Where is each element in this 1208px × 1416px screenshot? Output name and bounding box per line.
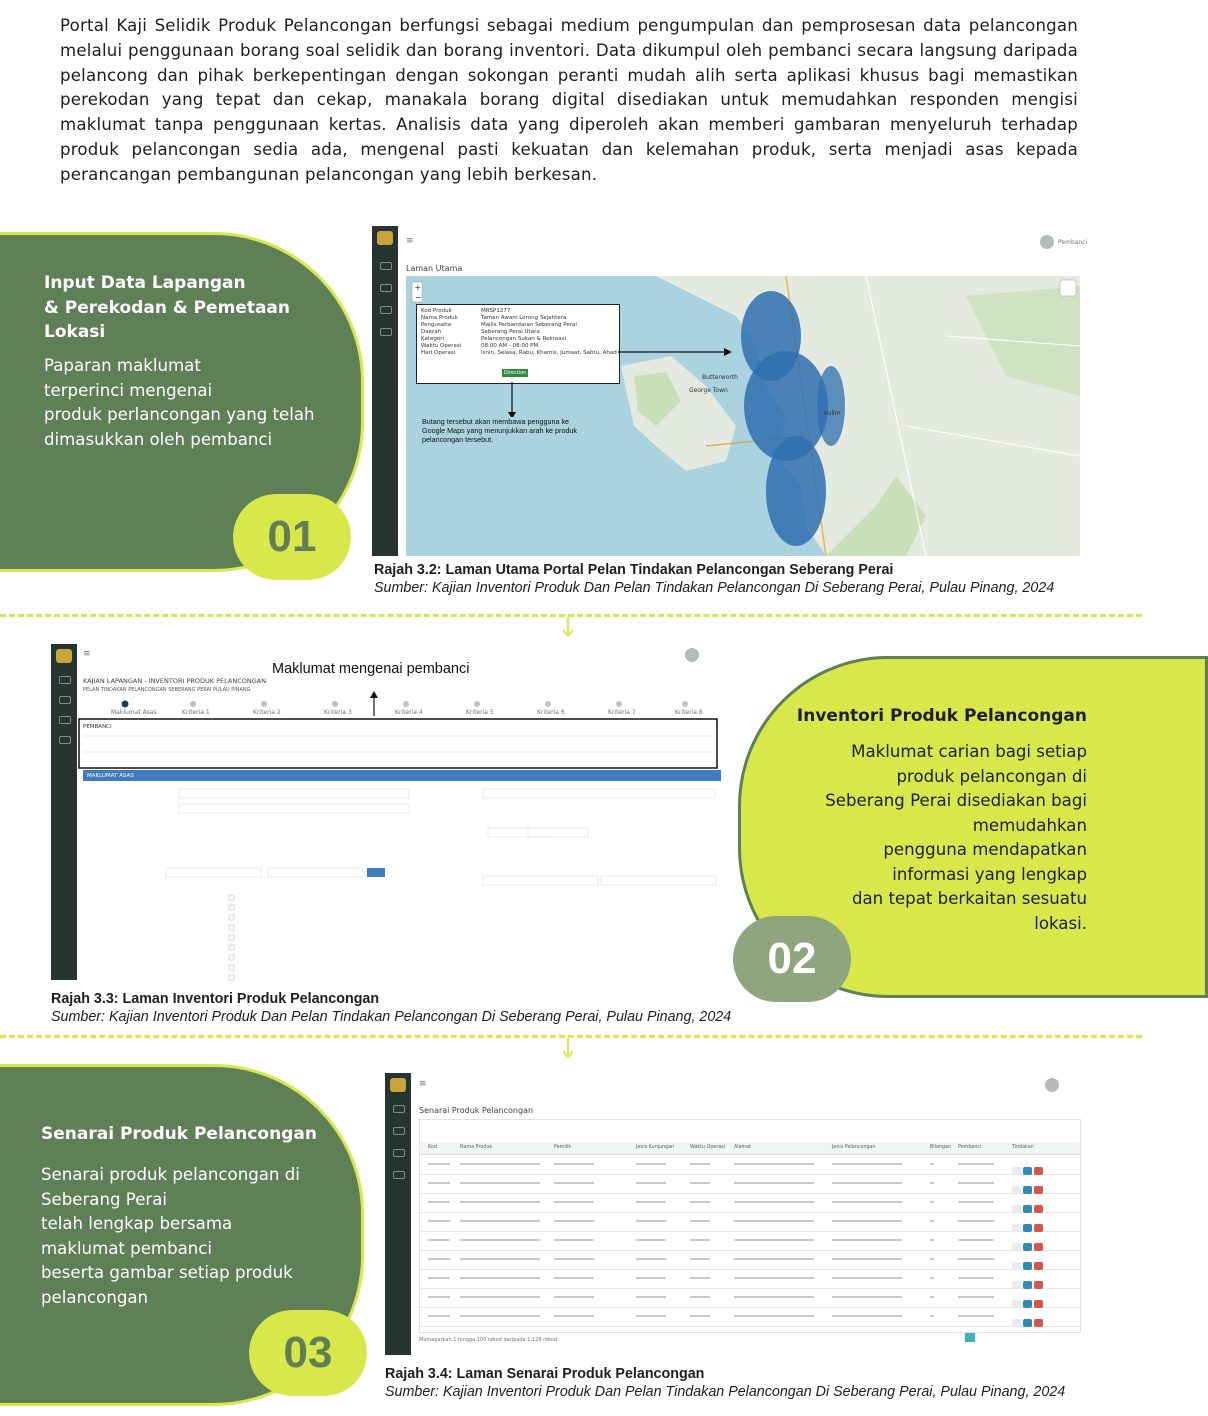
cell-placeholder xyxy=(690,1258,710,1260)
cell-placeholder xyxy=(930,1315,934,1317)
map-label-kulim: Kulim xyxy=(824,410,841,417)
delete-icon[interactable] xyxy=(1034,1319,1043,1327)
section-02-text-line: pengguna mendapatkan xyxy=(883,840,1087,859)
category-checkbox[interactable] xyxy=(229,945,234,950)
step-dot xyxy=(545,701,551,707)
row-actions xyxy=(1012,1179,1045,1188)
cell-placeholder xyxy=(636,1239,666,1241)
caption-title: Rajah 3.3: Laman Inventori Produk Pelancongan xyxy=(51,991,380,1007)
cell-placeholder xyxy=(832,1163,902,1165)
section-03-text-line: Senarai produk pelancongan di xyxy=(41,1165,300,1184)
cell-placeholder xyxy=(958,1220,994,1222)
cell-placeholder xyxy=(460,1296,540,1298)
cell-placeholder xyxy=(958,1296,994,1298)
section-01-text-line: Paparan maklumat xyxy=(44,356,201,375)
popup-value: Taman Awam Lorong Sejahtera xyxy=(481,315,567,321)
cell-placeholder xyxy=(428,1220,450,1222)
cell-placeholder xyxy=(930,1296,934,1298)
cell-placeholder xyxy=(690,1182,710,1184)
cell-placeholder xyxy=(930,1220,934,1222)
page-title: Laman Utama xyxy=(406,264,463,273)
cell-placeholder xyxy=(832,1315,902,1317)
cell-placeholder xyxy=(636,1258,666,1260)
section-02-text xyxy=(825,740,1087,936)
category-checkbox[interactable] xyxy=(229,965,234,970)
form-input[interactable] xyxy=(483,876,598,885)
step-name: Kriteria 1 xyxy=(182,709,210,716)
cell-placeholder xyxy=(832,1201,902,1203)
menu-icon: ≡ xyxy=(419,1079,427,1089)
cell-placeholder xyxy=(734,1296,814,1298)
cell-placeholder xyxy=(690,1277,710,1279)
cell-placeholder xyxy=(554,1258,594,1260)
pembanci-label: PEMBANCI xyxy=(83,724,112,730)
cell-placeholder xyxy=(734,1315,814,1317)
table-row[interactable] xyxy=(420,1231,1080,1251)
cell-placeholder xyxy=(460,1315,540,1317)
cell-placeholder xyxy=(734,1277,814,1279)
form-title: KAJIAN LAPANGAN - INVENTORI PRODUK PELANCONGAN xyxy=(83,677,267,685)
step-dot xyxy=(261,701,267,707)
table-footer: Memaparkan 1 hingga 100 rekod daripada 1,126 rekod xyxy=(419,1337,558,1343)
row-actions xyxy=(1012,1236,1045,1245)
row-actions xyxy=(1012,1255,1045,1264)
table-row[interactable] xyxy=(420,1193,1080,1213)
section-02-text-line: Maklumat carian bagi setiap xyxy=(851,742,1087,761)
popup-value: Seberang Perai Utara xyxy=(481,329,540,335)
popup-value: MRSP1277 xyxy=(481,308,511,314)
section-02-number-badge: 02 xyxy=(733,916,851,1002)
row-actions xyxy=(1012,1274,1045,1283)
cell-placeholder xyxy=(930,1163,934,1165)
category-checkbox[interactable] xyxy=(229,915,234,920)
popup-label: Hari Operasi xyxy=(421,350,456,356)
table-row[interactable] xyxy=(420,1250,1080,1270)
category-checkboxes[interactable] xyxy=(229,895,234,980)
column-header[interactable]: Pemilik xyxy=(554,1145,572,1150)
arrow-head xyxy=(724,348,732,356)
cell-placeholder xyxy=(428,1277,450,1279)
category-checkbox[interactable] xyxy=(229,895,234,900)
cell-placeholder xyxy=(832,1182,902,1184)
menu-icon: ≡ xyxy=(83,649,91,659)
cell-placeholder xyxy=(554,1201,594,1203)
cell-placeholder xyxy=(554,1296,594,1298)
cell-placeholder xyxy=(832,1239,902,1241)
cell-placeholder xyxy=(428,1296,450,1298)
cell-placeholder xyxy=(832,1258,902,1260)
table-row[interactable] xyxy=(420,1269,1080,1289)
direction-callout xyxy=(422,417,622,453)
inventory-form-screenshot xyxy=(51,644,723,980)
cell-placeholder xyxy=(460,1163,540,1165)
row-actions xyxy=(1012,1293,1045,1302)
map-screenshot xyxy=(372,226,1088,556)
edit-icon[interactable] xyxy=(1012,1319,1021,1327)
user-name: Pembanci xyxy=(1058,239,1088,246)
popup-label: Waktu Operasi xyxy=(421,343,462,349)
avatar xyxy=(1045,1078,1059,1092)
product-list-screenshot xyxy=(385,1073,1091,1355)
figure-caption-3-3 xyxy=(51,990,731,1026)
cell-placeholder xyxy=(930,1277,934,1279)
callout-arrows xyxy=(372,226,1084,556)
caption-title: Rajah 3.4: Laman Senarai Produk Pelancongan xyxy=(385,1366,705,1382)
list-icon xyxy=(393,1149,405,1157)
step-dot xyxy=(474,701,480,707)
cell-placeholder xyxy=(930,1258,934,1260)
step-dot xyxy=(616,701,622,707)
view-icon[interactable] xyxy=(1023,1319,1032,1327)
section-02-text-line: informasi yang lengkap xyxy=(892,864,1087,884)
section-01-title-line: Lokasi xyxy=(44,322,106,342)
caption-source: Sumber: Kajian Inventori Produk Dan Pelan Tindakan Pelancongan Di Seberang Perai, Pulau Pinang, 2024 xyxy=(385,1384,1066,1400)
cell-placeholder xyxy=(958,1201,994,1203)
form-subtitle: PELAN TINDAKAN PELANCONGAN SEBERANG PERAI PULAU PINANG xyxy=(83,687,251,693)
arrow-down-icon xyxy=(562,617,574,639)
column-header[interactable]: Pembanci xyxy=(958,1145,982,1150)
cell-placeholder xyxy=(460,1258,540,1260)
section-02-text-line: produk pelancongan di xyxy=(896,766,1087,786)
home-icon xyxy=(393,1105,405,1113)
cell-placeholder xyxy=(734,1258,814,1260)
cell-placeholder xyxy=(734,1220,814,1222)
category-checkbox[interactable] xyxy=(229,905,234,910)
cell-placeholder xyxy=(636,1296,666,1298)
step-dot xyxy=(190,701,196,707)
coordinate-input[interactable] xyxy=(268,868,363,877)
section-01-title xyxy=(44,271,290,345)
figure-caption-3-2 xyxy=(374,561,1054,597)
popup-label: Pengusaha xyxy=(421,322,452,328)
caption-title: Rajah 3.2: Laman Utama Portal Pelan Tindakan Pelancongan Seberang Perai xyxy=(374,562,894,578)
row-actions xyxy=(1012,1312,1045,1321)
column-header[interactable]: Nama Produk xyxy=(460,1145,493,1150)
step-name: Maklumat Asas xyxy=(111,709,157,716)
step-dot xyxy=(332,701,338,707)
caption-source: Sumber: Kajian Inventori Produk Dan Pelan Tindakan Pelancongan Di Seberang Perai, Pulau Pinang, 2024 xyxy=(374,580,1055,596)
form-input[interactable] xyxy=(483,789,715,798)
cell-placeholder xyxy=(690,1163,710,1165)
cell-placeholder xyxy=(734,1239,814,1241)
popup-value: Pelancongan Sukan & Rekreasi xyxy=(481,336,566,342)
cell-placeholder xyxy=(428,1201,450,1203)
time-input[interactable] xyxy=(528,828,588,837)
arrow-head xyxy=(370,691,378,698)
category-checkbox[interactable] xyxy=(229,925,234,930)
column-header[interactable]: Kod xyxy=(428,1145,437,1150)
cell-placeholder xyxy=(832,1277,902,1279)
cell-placeholder xyxy=(636,1182,666,1184)
form-decor xyxy=(51,644,723,980)
cell-placeholder xyxy=(636,1201,666,1203)
popup-label: Nama Produk xyxy=(421,315,458,321)
section-01-text xyxy=(44,354,315,452)
column-header[interactable]: Tindakan xyxy=(1012,1145,1034,1150)
section-01-number-badge: 01 xyxy=(233,494,351,580)
section-02-text-line: lokasi. xyxy=(1034,913,1087,933)
cell-placeholder xyxy=(734,1163,814,1165)
cell-placeholder xyxy=(958,1182,994,1184)
row-actions xyxy=(1012,1198,1045,1207)
cell-placeholder xyxy=(958,1239,994,1241)
category-checkbox[interactable] xyxy=(229,975,234,980)
cell-placeholder xyxy=(958,1258,994,1260)
section-02-text-line: Seberang Perai disediakan bagi xyxy=(825,791,1087,810)
page-title: Senarai Produk Pelancongan xyxy=(419,1106,534,1115)
column-header[interactable]: Alamat xyxy=(734,1145,752,1150)
section-01-text-line: dimasukkan oleh pembanci xyxy=(44,429,273,449)
zoom-out-button[interactable]: − xyxy=(415,293,422,302)
cell-placeholder xyxy=(930,1239,934,1241)
step-name: Kriteria 7 xyxy=(608,709,636,716)
callout-line: Butang tersebut akan membawa pengguna ke xyxy=(422,417,570,426)
section-03-number-badge: 03 xyxy=(249,1310,367,1396)
cell-placeholder xyxy=(554,1163,594,1165)
cell-placeholder xyxy=(958,1315,994,1317)
step-name: Kriteria 3 xyxy=(324,709,352,716)
menu-icon: ≡ xyxy=(406,236,414,246)
cell-placeholder xyxy=(460,1182,540,1184)
form-input[interactable] xyxy=(601,876,716,885)
row-actions xyxy=(1012,1217,1045,1226)
cell-placeholder xyxy=(428,1239,450,1241)
section-02-title: Inventori Produk Pelancongan xyxy=(796,706,1087,726)
cell-placeholder xyxy=(690,1201,710,1203)
section-03-text-line: maklumat pembanci xyxy=(41,1238,213,1258)
popup-label: Kod Produk xyxy=(421,308,452,314)
cell-placeholder xyxy=(690,1220,710,1222)
step-name: Kriteria 8 xyxy=(675,709,703,716)
cell-placeholder xyxy=(734,1182,814,1184)
cell-placeholder xyxy=(428,1315,450,1317)
section-03-text-line: pelancongan xyxy=(41,1287,149,1307)
table-row[interactable] xyxy=(420,1288,1080,1308)
direction-button[interactable]: Direction xyxy=(503,370,527,376)
intro-paragraph: Portal Kaji Selidik Produk Pelancongan berfungsi sebagai medium pengumpulan dan pemprosesan data pelancongan melalui penggunaan borang soal selidik dan borang inventori. Data dikumpul oleh pembanci secara langsung daripada pelancong dan pihak berkepentingan dengan sokongan peranti mudah alih serta aplikasi khusus bagi memastikan perekodan yang tepat dan cekap, manakala borang digital disediakan untuk memudahkan responden mengisi maklumat tanpa penggunaan kertas. Analisis data yang diperoleh akan memberi gambaran menyeluruh terhadap produk pelancongan sedia ada, mengenal pasti kekuatan dan kelemahan produk, serta menjadi asas kepada perancangan pembangunan pelancongan yang lebih berkesan. xyxy=(60,16,1078,184)
section-header-bar xyxy=(83,770,721,781)
cell-placeholder xyxy=(428,1163,450,1165)
step-dot-active xyxy=(122,701,129,708)
section-02-text-line: memudahkan xyxy=(972,815,1087,835)
callout-line: pelancongan tersebut. xyxy=(422,435,494,444)
caption-source: Sumber: Kajian Inventori Produk Dan Pelan Tindakan Pelancongan Di Seberang Perai, Pulau Pinang, 2024 xyxy=(51,1009,732,1025)
popup-value: Isnin, Selasa, Rabu, Khamis, Jumaat, Sabtu, Ahad xyxy=(481,350,617,356)
form-input[interactable] xyxy=(179,789,409,798)
section-01-title-line: Input Data Lapangan xyxy=(44,273,246,293)
map-label-george-town: George Town xyxy=(689,387,728,394)
popup-value: Majlis Perbandaran Seberang Perai xyxy=(481,322,577,328)
table-row[interactable] xyxy=(420,1212,1080,1232)
map-button[interactable] xyxy=(367,868,385,877)
step-name: Kriteria 5 xyxy=(466,709,494,716)
cell-placeholder xyxy=(690,1315,710,1317)
table-row[interactable] xyxy=(420,1155,1080,1175)
step-name: Kriteria 4 xyxy=(395,709,423,716)
category-checkbox[interactable] xyxy=(229,955,234,960)
cell-placeholder xyxy=(428,1258,450,1260)
section-03-text xyxy=(41,1163,300,1310)
row-actions xyxy=(1012,1160,1045,1169)
column-header[interactable]: Jenis Pelancongan xyxy=(832,1145,876,1150)
section-03-title: Senarai Produk Pelancongan xyxy=(41,1124,317,1144)
cell-placeholder xyxy=(460,1239,540,1241)
cell-placeholder xyxy=(554,1277,594,1279)
pembanci-annotation: Maklumat mengenai pembanci xyxy=(272,661,470,677)
column-header[interactable]: Bilangan xyxy=(930,1145,951,1150)
cell-placeholder xyxy=(460,1201,540,1203)
zoom-in-button[interactable]: + xyxy=(414,283,422,292)
sidebar xyxy=(385,1073,411,1355)
form-input[interactable] xyxy=(179,804,409,813)
callout-line: Google Maps yang menunjukkan arah ke produk xyxy=(422,426,578,435)
cell-placeholder xyxy=(636,1277,666,1279)
step-name: Kriteria 2 xyxy=(253,709,281,716)
cell-placeholder xyxy=(554,1315,594,1317)
section-03-text-line: Seberang Perai xyxy=(41,1189,168,1209)
step-dot xyxy=(682,701,688,707)
table-row[interactable] xyxy=(420,1174,1080,1194)
cell-placeholder xyxy=(554,1239,594,1241)
product-table xyxy=(419,1119,1081,1333)
arrow-down-icon xyxy=(562,1038,574,1060)
section-03-text-line: telah lengkap bersama xyxy=(41,1214,233,1233)
popup-label: Daerah xyxy=(421,329,442,335)
form-icon xyxy=(393,1127,405,1135)
category-checkbox[interactable] xyxy=(229,935,234,940)
cell-placeholder xyxy=(690,1296,710,1298)
cell-placeholder xyxy=(636,1163,666,1165)
map-label-butterworth: Butterworth xyxy=(702,374,738,381)
cell-placeholder xyxy=(958,1163,994,1165)
cell-placeholder xyxy=(554,1220,594,1222)
settings-icon xyxy=(393,1171,405,1179)
cell-placeholder xyxy=(636,1315,666,1317)
cell-placeholder xyxy=(690,1239,710,1241)
step-name: Kriteria 6 xyxy=(537,709,565,716)
coordinate-input[interactable] xyxy=(166,868,261,877)
cell-placeholder xyxy=(930,1182,934,1184)
section-01-text-line: terperinci mengenai xyxy=(44,380,213,400)
cell-placeholder xyxy=(460,1277,540,1279)
pembanci-box xyxy=(79,719,717,768)
crest-logo xyxy=(390,1078,406,1092)
cell-placeholder xyxy=(832,1220,902,1222)
section-01-text-line: produk perlancongan yang telah xyxy=(44,405,315,424)
cell-placeholder xyxy=(554,1182,594,1184)
cell-placeholder xyxy=(930,1201,934,1203)
popup-value: 08:00 AM - 08:00 PM xyxy=(481,343,539,349)
cell-placeholder xyxy=(734,1201,814,1203)
table-header xyxy=(420,1142,1080,1155)
popup-label: Kategori xyxy=(421,336,445,342)
pagination-current[interactable] xyxy=(965,1333,975,1342)
column-header[interactable]: Waktu Operasi xyxy=(690,1145,726,1150)
section-01-title-line: & Perekodan & Pemetaan xyxy=(44,297,290,318)
cell-placeholder xyxy=(460,1220,540,1222)
cell-placeholder xyxy=(958,1277,994,1279)
table-row[interactable] xyxy=(420,1307,1080,1327)
info-section-label: MAKLUMAT ASAS xyxy=(87,773,134,779)
cell-placeholder xyxy=(832,1296,902,1298)
cell-placeholder xyxy=(636,1220,666,1222)
cell-placeholder xyxy=(428,1182,450,1184)
section-03-text-line: beserta gambar setiap produk xyxy=(41,1263,293,1282)
column-header[interactable]: Jenis Kunjungan xyxy=(636,1145,675,1150)
figure-caption-3-4 xyxy=(385,1365,1065,1401)
section-02-text-line: dan tepat berkaitan sesuatu xyxy=(851,889,1087,908)
step-dot xyxy=(403,701,409,707)
